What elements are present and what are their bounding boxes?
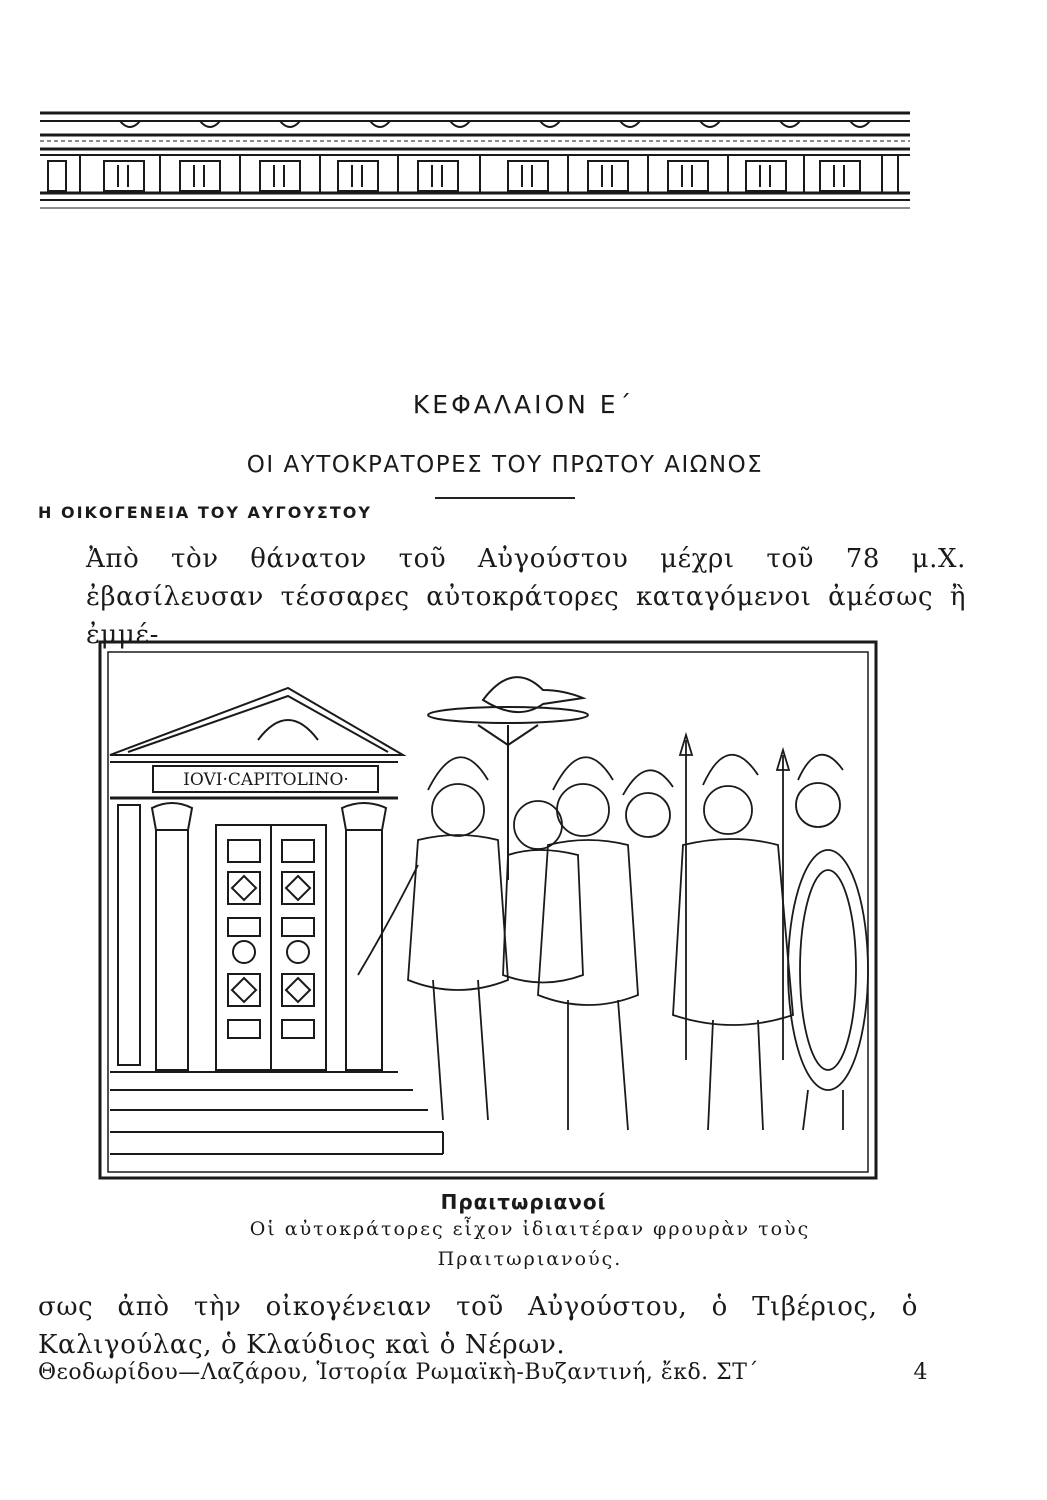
chapter-title: ΟΙ ΑΥΤΟΚΡΑΤΟΡΕΣ ΤΟΥ ΠΡΩΤΟΥ ΑΙΩΝΟΣ — [246, 452, 764, 478]
section-heading: Η ΟΙΚΟΓΕΝΕΙΑ ΤΟΥ ΑΥΓΟΥΣΤΟΥ — [38, 503, 372, 522]
title-divider — [435, 497, 575, 499]
body-paragraph-2: σως ἀπὸ τὴν οἰκογένειαν τοῦ Αὐγούστου, ὁ Τιβέριος, ὁ Καλιγούλας, ὁ Κλαύδιος καὶ ὁ Νέρων. — [38, 1292, 918, 1360]
temple-inscription: IOVI·CAPITOLINO· — [183, 770, 349, 790]
chapter-heading: ΚΕΦΑΛΑΙΟΝ Ε΄ — [412, 390, 635, 419]
body-paragraph-1: Ἀπὸ τὸν θάνατον τοῦ Αὐγούστου μέχρι τοῦ 78 μ.Χ. ἐβασίλευσαν τέσσαρες αὐτοκράτορες καταγόμενοι ἀμέσως ἢ ἐμμέ- — [86, 544, 966, 650]
praetorians-illustration — [98, 640, 878, 1180]
figure-caption-title: Πραιτωριανοί — [440, 1190, 607, 1214]
footer-credit: Θεοδωρίδου—Λαζάρου, Ἱστορία Ρωμαϊκὴ-Βυζαντινή, ἔκδ. ΣΤ΄ — [38, 1360, 759, 1385]
decorative-frieze — [40, 105, 910, 220]
figure-caption-text: Οἱ αὐτοκράτορες εἶχον ἰδιαιτέραν φρουρὰν τοὺς Πραιτωριανούς. — [249, 1218, 811, 1270]
page-number: 4 — [913, 1360, 928, 1385]
